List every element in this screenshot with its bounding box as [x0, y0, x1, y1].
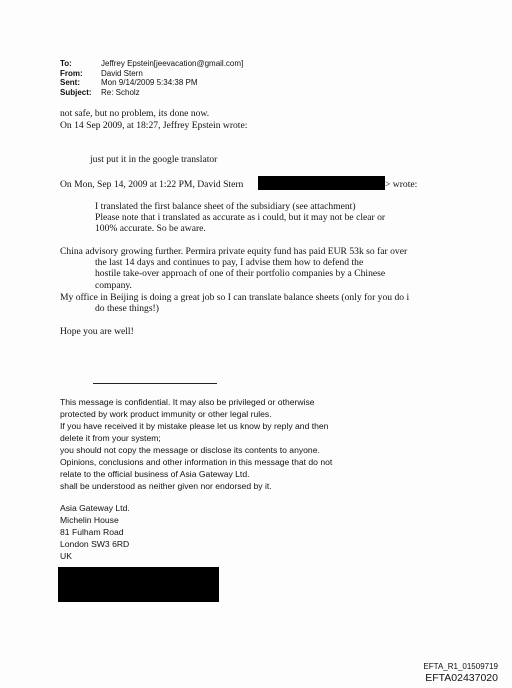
sent-label: Sent: [60, 78, 80, 87]
footer-id-small: EFTA_R1_01509719 [423, 662, 498, 671]
quote2-intro-suffix: > wrote: [385, 179, 418, 190]
email-header [60, 59, 243, 97]
disclaimer-line4: delete it from your system; [60, 433, 161, 443]
quote2-p1-line2: Please note that i translated as accurate as i could, but it may not be clear or [95, 212, 386, 223]
subject-label: Subject: [60, 87, 92, 97]
signature-divider [93, 383, 217, 384]
address-line2: Michelin House [60, 515, 119, 525]
quote2-intro-prefix: On Mon, Sep 14, 2009 at 1:22 PM, David Stern [60, 179, 244, 190]
disclaimer-line7: relate to the official business of Asia Gateway Ltd. [60, 469, 250, 479]
quote2-p1-line1: I translated the first balance sheet of the subsidiary (see attachment) [95, 201, 356, 212]
quote2-p1-line3: 100% accurate. So be aware. [95, 223, 206, 234]
address-line4: London SW3 6RD [60, 539, 130, 549]
quote2-p2-line3: hostile take-over approach of one of their portfolio companies by a Chinese [95, 268, 386, 279]
quote2-p2-line4: company. [95, 280, 132, 291]
header-to-row [60, 59, 243, 69]
header-sent-row [60, 78, 243, 88]
quote2-p2-line1: China advisory growing further. Permira private equity fund has paid EUR 53k so far over [60, 246, 408, 257]
subject-value: Re: Scholz [101, 87, 140, 97]
redaction-block-email [258, 176, 385, 190]
reply-line: not safe, but no problem, its done now. [60, 108, 210, 119]
sent-value: Mon 9/14/2009 5:34:38 PM [101, 78, 198, 87]
disclaimer-line3: If you have received it by mistake please let us know by reply and then [60, 421, 329, 431]
disclaimer-line8: shall be understood as neither given nor endorsed by it. [60, 481, 272, 491]
to-value: Jeffrey Epstein[jeevacation@gmail.com] [101, 59, 244, 68]
footer-id-large: EFTA02437020 [425, 672, 498, 684]
header-from-row [60, 69, 243, 79]
to-label: To: [60, 59, 72, 68]
disclaimer-line2: protected by work product immunity or other legal rules. [60, 409, 272, 419]
address-line1: Asia Gateway Ltd. [60, 503, 130, 513]
disclaimer-line6: Opinions, conclusions and other information in this message that do not [60, 457, 333, 467]
quote1-intro: On 14 Sep 2009, at 18:27, Jeffrey Epstein wrote: [60, 120, 248, 131]
from-label: From: [60, 68, 83, 78]
from-value: David Stern [101, 68, 143, 78]
redaction-block-signature [58, 567, 219, 602]
quote2-p2-line2: the last 14 days and continues to pay, I advise them how to defend the [95, 257, 364, 268]
disclaimer-line1: This message is confidential. It may also be privileged or otherwise [60, 397, 315, 407]
quote1-text: just put it in the google translator [90, 154, 218, 165]
address-line5: UK [60, 551, 72, 561]
address-line3: 81 Fulham Road [60, 527, 124, 537]
quote2-p3-line1: My office in Beijing is doing a great job so I can translate balance sheets (only for you do i [60, 292, 410, 303]
disclaimer-line5: you should not copy the message or disclose its contents to anyone. [60, 445, 320, 455]
quote2-p3-line2: do these things!) [95, 303, 159, 314]
quote2-p4: Hope you are well! [60, 326, 134, 337]
header-subject-row [60, 88, 243, 98]
